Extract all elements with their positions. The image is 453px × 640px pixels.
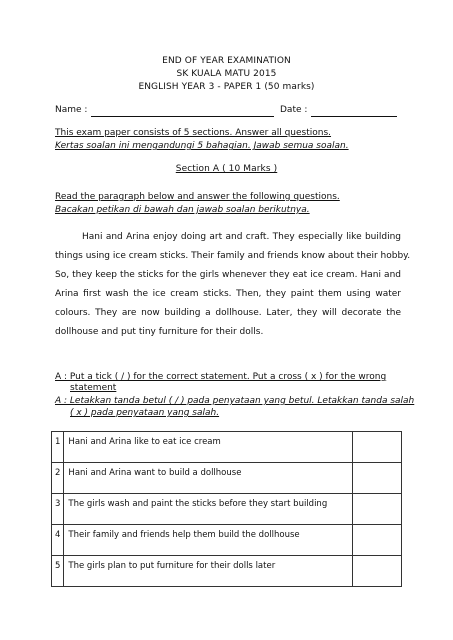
question-a-malay-line2: ( x ) pada penyataan yang salah. [70,408,220,418]
instruction-malay: Kertas soalan ini mengandungi 5 bahagian. Jawab semua soalan. [55,141,349,151]
name-label: Name : [55,105,88,115]
passage-line: Arina first wash the ice cream sticks. Then, they paint them using water [55,289,401,299]
paper-title: ENGLISH YEAR 3 - PAPER 1 (50 marks) [138,82,315,92]
statement-number: 3 [52,494,64,525]
answer-box[interactable] [353,432,402,463]
statement-number: 5 [52,556,64,587]
statements-table [51,431,402,587]
passage-line: Hani and Arina enjoy doing art and craft. They especially like building [82,232,401,242]
passage-line: So, they keep the sticks for the girls whenever they eat ice cream. Hani and [55,270,401,280]
date-blank [311,116,397,117]
statement-text: Hani and Arina want to build a dollhouse [64,463,353,494]
passage-line: dollhouse and put tiny furniture for their dolls. [55,327,264,337]
statement-number: 2 [52,463,64,494]
statement-text: The girls wash and paint the sticks before they start building [64,494,353,525]
read-instruction-malay: Bacakan petikan di bawah dan jawab soalan berikutnya. [55,205,310,215]
instruction-english: This exam paper consists of 5 sections. Answer all questions. [55,128,332,138]
table-row [52,525,402,556]
passage [55,228,411,342]
answer-box[interactable] [353,556,402,587]
question-a-malay-line1: A : Letakkan tanda betul ( / ) pada penyataan yang betul. Letakkan tanda salah [55,396,415,406]
answer-box[interactable] [353,525,402,556]
statement-text: Their family and friends help them build the dollhouse [64,525,353,556]
school-name: SK KUALA MATU 2015 [176,69,277,79]
answer-box[interactable] [353,494,402,525]
table-row [52,494,402,525]
read-instruction-english: Read the paragraph below and answer the following questions. [55,192,340,202]
table-row [52,463,402,494]
statement-number: 1 [52,432,64,463]
answer-box[interactable] [353,463,402,494]
section-title: Section A ( 10 Marks ) [175,164,278,174]
statement-text: Hani and Arina like to eat ice cream [64,432,353,463]
exam-title: END OF YEAR EXAMINATION [162,56,291,66]
passage-line: colours. They are now building a dollhouse. Later, they will decorate the [55,308,401,318]
date-label: Date : [280,105,308,115]
passage-line: things using ice cream sticks. Their family and friends know about their hobby. [55,251,411,261]
table-row [52,556,402,587]
statement-text: The girls plan to put furniture for their dolls later [64,556,353,587]
question-a-english-line2: statement [70,383,117,393]
statement-number: 4 [52,525,64,556]
question-a-english-line1: A : Put a tick ( / ) for the correct statement. Put a cross ( x ) for the wrong [55,372,387,382]
name-blank [91,116,274,117]
table-row [52,432,402,463]
